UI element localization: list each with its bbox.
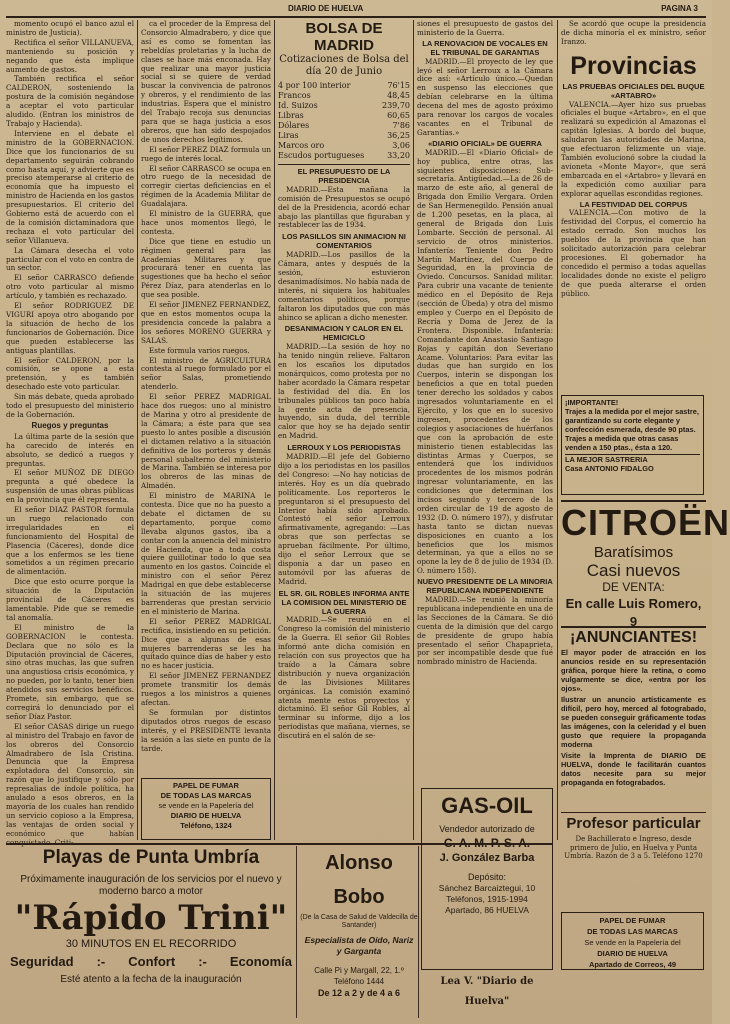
- gasoil-line: J. González Barba: [439, 852, 535, 864]
- headline: «DIARIO OFICIAL» DE GUERRA: [428, 138, 542, 148]
- article-paragraph: El señor DIAZ PASTOR formula un ruego relacionado con irregularidades en el funcionamiento del Hospital de Plasencia (Cáceres), donde dice que a los enfermos se les tiene sometidos a un régimen precario de alimentación.: [6, 505, 134, 577]
- article-paragraph: El ministro de la GOBERNACION le contesta. Declara que no sólo es la Diputación provincial de Cáceres, sino otras muchas, las que sufren una angustiosa crisis económica, y no pueden, por lo tanto, tener bien atendidos sus servicios benéficos. Promete, sin embargo, que se corregirá lo denunciado por el señor Díaz Pastor.: [6, 622, 134, 721]
- ad-line: DE TODAS LAS MARCAS: [587, 927, 678, 936]
- column-5: [561, 20, 706, 392]
- bolsa-value: 60,65: [387, 111, 410, 120]
- article-paragraph: También rectifica el señor CALDERON, sosteniendo la postura de la comisión negándose a aceptar el voto particular aludido. (Entran los ministros de Trabajo y Hacienda).: [6, 74, 134, 128]
- article-paragraph: La Cámara desecha el voto particular con el voto en contra de un sector.: [6, 245, 134, 273]
- bolsa-label: Dólares: [278, 121, 310, 130]
- profesor-ad: [561, 812, 706, 873]
- bolsa-row: [278, 121, 410, 131]
- ad-line: se vende en la Papelería del: [158, 801, 254, 810]
- bolsa-label: Libras: [278, 111, 304, 120]
- ad-line: DIARIO DE HUELVA: [170, 811, 242, 820]
- gasoil-line: Teléfonos, 1915-1994: [446, 894, 528, 904]
- doctor-name: Alonso Bobo: [325, 852, 393, 908]
- article-paragraph: El señor PEREZ DIAZ formula un ruego de interés local.: [141, 144, 271, 163]
- bolsa-value: 76'15: [387, 81, 410, 90]
- bolsa-row: [278, 81, 410, 91]
- gasoil-line: Depósito:: [467, 872, 507, 882]
- anunciantes-item: [561, 695, 706, 749]
- slogan-word: Confort: [128, 954, 176, 969]
- anunciantes-item: [561, 648, 706, 693]
- article-text: MADRID.—El jefe del Gobierno dijo a los periodistas en los pasillos del Congreso: —No hay noticias de interés. Hoy es un día quebrado políticamente. Los reporteros le preguntaron si el presupuesto del Interior había sido aprobado. Contestó el señor Lerroux afirmativamente, agregando: —Las obras que son perfectas se aprueban fácilmente. Por último, dijo el señor Lerroux que se disponía a dar un paseo en automóvil por las afueras de Madrid.: [278, 452, 410, 586]
- ad-line: Teléfono, 1324: [180, 821, 232, 830]
- article-paragraph: El señor CARRASCO se ocupa en otro ruego de la necesidad de corregir ciertas deficiencias en el régimen de la Academia Militar de Guadalajara.: [141, 163, 271, 209]
- bolsa-row: [278, 141, 410, 151]
- article-paragraph: El ministro de AGRICULTURA contesta al ruego formulado por el señor Salas, prometiendo atenderlo.: [141, 355, 271, 392]
- alonso-bobo-ad: [300, 846, 419, 1018]
- gasoil-line: Vendedor autorizado de: [439, 824, 535, 834]
- bolsa-label: Marcos oro: [278, 141, 325, 150]
- article-paragraph: El señor MUÑOZ DE DIEGO pregunta a qué obedece la suspensión de unas obras públicas en la provincia que él representa.: [6, 468, 134, 505]
- anunciantes-title: ¡ANUNCIANTES!: [569, 629, 698, 646]
- citroen-brand: CITROËN: [561, 502, 730, 543]
- headline: LA RENOVACION DE VOCALES EN EL TRIBUNAL DE GARANTIAS: [422, 38, 548, 57]
- article-text: MADRID.—El «Diario Oficial» de hoy publica, entre otras, las siguientes disposiciones: Sub-secretaría. Antigüedad.—La de 26 de marzo de este año, al general de Brigada don Emilio Vergara. Orden de San Hermenegildo. Pensión anual de 1.200 pesetas, en la placa, al general de Brigada don Luis Lombarte. Sección de personal. Al servicio de otros ministerios. Infantería: Teniente don Pedro Martín Martínez, del Cuerpo de Seguridad, en la provincia de Oviedo. Concursos. Sanidad militar. Para cubrir una vacante de teniente médico en el Depósito de Reja (sección de Úbeda) y otra del mismo empleo y Cuerpo en el Depósito de Recría y Doma de Jerez de la Frontera. Disponible. Infantería: Comandante don Anastasio Santiago Rojas y capitán don Severiano Acame. Voluntarios: Para evitar las dudas que han surgido en los Cuerpos, interin se dispongan los beneficios a que en total pueden tener derecho los soldados y cabos ingresados voluntariamente en el Ejército, y los que en lo sucesivo ingresen, procedentes de los colegios y asociaciones de huérfanos que con la aprobación de este ministerio tienen establecidas las distintas Armas y Cuerpos, se entenderá que los individuos procedentes de los mismos podrán ingresar voluntariamente, en las condiciones que determinan los incisos segundo y tercero de la orden circular de 19 de agosto de 1932 (D. O. número 197), y disfrutar hasta tanto se dictan nuevas disposiciones en cuanto a los beneficios que los mismos determinan, ya que a ellos no se opone la ley de 8 de julio de 1934 (D. O. número 158).: [417, 147, 553, 576]
- gasoil-line: Apartado, 86 HUELVA: [445, 905, 529, 915]
- article-text: MADRID.—La sesión de hoy no ha tenido ningún relieve. Faltaron en los escaños los diputados monárquicos, como protesta por no haber acordado la Cámara respetar la festividad del día. En los tribunales públicos tan poco había la gente acta de presencia, huyendo, sin duda, del terrible calor que hoy se ha dejado sentir en Madrid.: [278, 342, 410, 441]
- doctor-phone: Teléfono 1444: [333, 977, 385, 986]
- article-paragraph: ca el proceder de la Empresa del Consorcio Almadrabero, y dice que así es como se fomentan las rebeldías proletarias y la lucha de clases se hace más enconada. Hay que realizar una mayor justicia social si se quiere de verdad buscar la convivencia de patronos y obreros, y el rendimiento de las industrias. Espera que el ministro del Trabajo recoja sus denuncias para que se haga justicia a esos obreros, que han sido despojados de unos derechos legítimos.: [141, 19, 271, 144]
- bolsa-value: 7'86: [392, 121, 410, 130]
- playas-footer: Esté atento a la fecha de la inauguración: [60, 974, 242, 985]
- divider: [278, 164, 410, 165]
- article-paragraph: Interviene en el debate el ministro de la GOBERNACION. Dice que los funcionarios de su departamento seguirán cobrando como hasta aquí, y advierte que es preciso atemperarse al criterio de economía que ha impuesto el ministro de Hacienda en los gastos presupuestarios. El criterio del Gobierno está de acuerdo con el de la comisión dictaminadora que rechaza el voto particular del señor Villanueva.: [6, 128, 134, 245]
- profesor-body: De Bachillerato e Ingreso, desde primero de Julio, en Huelva y Punta Umbría. Razón de 3 a 5. Teléfono 1270: [564, 835, 703, 860]
- papel-fumar-ad-2: [561, 912, 704, 970]
- bolsa-label: Id. Suizos: [278, 101, 318, 110]
- bolsa-row: [278, 131, 410, 141]
- bolsa-row: [278, 111, 410, 121]
- ad-body: Trajes a la medida por el mejor sastre, garantizando su corte elegante y confección esmerada, desde 90 ptas.: [565, 407, 699, 434]
- papel-fumar-ad: [141, 778, 271, 840]
- bolsa-label: Francos: [278, 91, 311, 100]
- bolsa-label: Liras: [278, 131, 299, 140]
- ad-line: DIARIO DE HUELVA: [597, 949, 668, 958]
- headline: EL SR. GIL ROBLES INFORMA ANTE LA COMISION DEL MINISTERIO DE LA GUERRA: [278, 588, 410, 616]
- article-text: VALENCIA.—Ayer hizo sus pruebas oficiales el buque «Artabro», en el que realizará su expedición al Amazonas el capitán Iglesias. A bordo del buque, saludaron las autoridades de Marina, que efectuaron felizmente un viaje. También evolucionó sobre la ciudad la avioneta «Monte Mayor», que será embarcada en el «Artabro» y llevará en la expedición como auxiliar para explorar aquellas escondidas regiones.: [561, 99, 706, 198]
- article-paragraph: momento ocupó el banco azul el ministro de Justicia).: [6, 19, 134, 37]
- header-page-number: PAGINA 3: [661, 4, 698, 13]
- anunciantes-text: Ilustrar un anuncio artísticamente es difícil, pero hoy, merced al fotograbado, se pueden conseguir gráficamente todas las imágenes, con la celeridad y el buen gusto que requiere la propaganda moderna: [561, 695, 706, 749]
- bolsa-value: 36,25: [387, 131, 410, 140]
- bolsa-value: 3,06: [392, 141, 410, 150]
- bolsa-title: BOLSA DE MADRID: [305, 20, 383, 54]
- anunciantes-item: [561, 751, 706, 787]
- ad-line: Apartado de Correos, 49: [588, 960, 677, 969]
- anunciantes-list: [561, 648, 706, 787]
- anunciantes-text: Visite la Imprenta de DIARIO DE HUELVA, donde le facilitarán cuantos datos necesite para su mejor propaganda en fotograbados.: [561, 751, 706, 787]
- article-paragraph: El señor CARRASCO defiende otro voto particular al mismo artículo, y también es rechazado.: [6, 273, 134, 301]
- column-4: [417, 20, 553, 780]
- provincias-title: Provincias: [570, 51, 697, 80]
- profesor-title: Profesor particular: [566, 815, 701, 832]
- anunciantes-text: El mayor poder de atracción en los anuncios reside en su representación gráfica, porque hiere la retina, o como vulgarmente se dice, «entra por los ojos».: [561, 648, 706, 693]
- slogan-word: :-: [198, 954, 207, 969]
- article-paragraph: El señor JIMENEZ FERNANDEZ, que en estos momentos ocupa la presidencia concede la palabra a los señores MORENO GUERRA y SALAS.: [141, 300, 271, 345]
- doctor-hours: De 12 a 2 y de 4 a 6: [317, 988, 401, 998]
- column-3: [278, 20, 410, 840]
- playas-subtitle: Próximamente inauguración de los servicios por el nuevo y moderno barco a motor: [20, 874, 282, 897]
- gasoil-title: GAS-OIL: [441, 793, 533, 818]
- ad-body: Trajes a medida que otras casas venden a 150 ptas., ésta a 120.: [565, 434, 679, 452]
- doctor-specialty: y Garganta: [336, 946, 382, 956]
- slogan-word: Economía: [229, 954, 292, 969]
- column-2-text: [141, 20, 271, 753]
- doctor-specialty: Especialista de Oído, Nariz: [304, 935, 414, 945]
- bolsa-label: Escudos portugueses: [278, 151, 365, 160]
- doctor-subtitle: (De la Casa de Salud de Valdecilla de Santander): [300, 914, 418, 929]
- column-1: [6, 20, 134, 840]
- ad-owner: Casa ANTONIO FIDALGO: [565, 464, 654, 473]
- ad-line: PAPEL DE FUMAR: [599, 916, 666, 925]
- article-paragraph: Este formula varios ruegos.: [149, 345, 250, 355]
- header-masthead: DIARIO DE HUELVA: [288, 4, 364, 13]
- anunciantes-ad: [561, 628, 706, 808]
- playas-minutes: 30 MINUTOS EN EL RECORRIDO: [65, 938, 237, 950]
- slogan-word: Seguridad: [10, 954, 74, 969]
- article-paragraph: Rectifica el señor VILLANUEVA, manteniendo su posición y negando que ésta implique aumento de gastos.: [6, 37, 134, 74]
- ad-line: PAPEL DE FUMAR: [173, 781, 239, 790]
- article-text: MADRID.—Se reunió la minoría republicana independiente en una de las Secciones de la Cámara. Se dió cuenta de la dimisión que del cargo de presidente de grupo había presentado el señor Chapaprieta, por ser incompatible desde que fué nombrado ministro de Hacienda.: [417, 595, 553, 667]
- citroen-line: DE VENTA:: [602, 580, 665, 594]
- bolsa-row: [278, 101, 410, 111]
- column-1b-text: [6, 433, 134, 848]
- article-paragraph: Sin más debate, queda aprobado todo el presupuesto del ministerio de la Gobernación.: [6, 392, 134, 419]
- column-divider: [274, 20, 275, 840]
- article-text: VALENCIA.—Con motivo de la festividad del Corpus, el comercio ha estado cerrado. Son muchos los pueblos de la provincia que han solicitado autorización para celebrar procesiones. El gobernador ha concedido el permiso a todas aquellas localidades donde no existe el peligro de que pueda alterarse el orden público.: [561, 208, 706, 298]
- article-paragraph: El señor CALDERON, por la comisión, se opone a esta pretensión, y es también desechado este voto particular.: [6, 355, 134, 392]
- ad-line: DE TODAS LAS MARCAS: [160, 791, 252, 800]
- column-2: [141, 20, 271, 776]
- article-text: MADRID.—Se reunió en el Congreso la comisión del ministerio de la Guerra. El señor Gil Robles informó ante dicha comisión en relación con sus proyectos que ha traído a la Cámara sobre distribución y nueva organización de las Divisiones Militares orgánicas. La comisión examinó atenta mente estos proyectos y dictaminó. El señor Gil Robles, al terminar su informe, dijo a los periodistas que mañana, viernes, se discutirá en el salón de se-: [278, 615, 410, 741]
- citroen-line: Baratísimos: [593, 544, 674, 561]
- lea-diario-ad: Lea V. "Diario de Huelva": [440, 976, 534, 1007]
- page-header: [6, 2, 706, 18]
- article-paragraph: Se formulan por distintos diputados otros ruegos de escaso interés, y el PRESIDENTE levanta la sesión a las siete en punto de la tarde.: [141, 707, 271, 753]
- ruegos-heading: Ruegos y preguntas: [31, 420, 109, 430]
- article-text: MADRID.—Esta mañana la comisión de Presupuestos se ocupó del de la Presidencia, acordó echar abajo las plantillas que figuraban y restablecer las de 1934.: [278, 184, 410, 230]
- bolsa-subtitle: Cotizaciones de Bolsa del día 20 de Junio: [279, 54, 409, 77]
- ad-name: LA MEJOR SASTRERIA: [565, 454, 700, 464]
- column-1-text: [6, 20, 134, 420]
- sastreria-ad: [561, 395, 704, 495]
- slogan-word: :-: [96, 954, 106, 969]
- column-divider: [413, 20, 414, 840]
- citroen-ad: [561, 500, 730, 629]
- article-paragraph: Dice que esto ocurre porque la situación de la Diputación provincial de Cáceres es lamentable. Pide que se remedie tal anomalía.: [6, 577, 134, 622]
- playas-title: Playas de Punta Umbría: [42, 847, 260, 868]
- article-text: Se acordó que ocupe la presidencia de dicha minoría el ex ministro, señor Iranzo.: [561, 19, 706, 46]
- playas-slogan: [6, 951, 296, 973]
- bolsa-value: 33,20: [387, 151, 410, 160]
- headline: LA FESTIVIDAD DEL CORPUS: [579, 199, 688, 209]
- article-paragraph: El ministro de la GUERRA, que hace unos momentos llegó, le contesta.: [141, 209, 271, 236]
- article-paragraph: El señor PEREZ MADRIGAL rectifica, insistiendo en su petición. Dice que a algunas de esas mujeres barrenderas se les ha quitado quince días de haber y esto no es hacer justicia.: [141, 616, 271, 671]
- headline: LAS PRUEBAS OFICIALES DEL BUQUE «ARTABRO»: [562, 81, 705, 100]
- bolsa-row: [278, 151, 410, 161]
- headline: DESANIMACION Y CALOR EN EL HEMICICLO: [284, 324, 404, 343]
- article-paragraph: El ministro de MARINA le contesta. Dice que no ha puesto a debate el dictamen de su departamento, porque como llevaba algunos gastos, iba a contar con la anuencia del ministro de Hacienda, que a toda costa quiere guillotinar todo lo que sea aumento en los gastos. Coincide el ministro con el señor Pérez Madrigal en que debe establecerse la situación de las mujeres barrenderas que prestan servicio en el ministerio de Marina.: [141, 491, 271, 616]
- article-paragraph: El señor RODRIGUEZ DE VIGURI apoya otro abogando por la situación de hecho de los funcionarios de Gobernación. Dice que pueden establecerse las antiguas plantillas.: [6, 301, 134, 355]
- ad-line: Se vende en la Papelería del: [584, 938, 681, 947]
- article-paragraph: El señor JIMENEZ FERNANDEZ promete transmitir los demás ruegos a los ministros a quienes afectan.: [141, 671, 271, 707]
- article-paragraph: El señor PEREZ MADRIGAL hace dos ruegos: uno al ministro de Marina y otro al presidente de la Cámara; a éste para que sea puesto lo antes posible a discusión el dictamen relativo a la situación definitiva de los porteros y demás personal subalterno del ministerio de Marina. También se interesa por los obreros de las minas de Almadén.: [141, 392, 272, 491]
- column-divider: [557, 20, 558, 840]
- punta-umbria-ad: [6, 846, 297, 1018]
- gasoil-line: C. A. M. P. S. A.: [443, 836, 531, 850]
- article-text: siones el presupuesto de gastos del ministerio de la Guerra.: [417, 19, 553, 37]
- bolsa-table: [278, 81, 410, 161]
- boat-name: "Rápido Trini": [14, 898, 288, 938]
- headline: LERROUX Y LOS PERIODISTAS: [287, 443, 401, 453]
- article-text: MADRID.—El proyecto de ley que leyó el señor Lerroux a la Cámara dice así: «Artículo único.—Quedan en suspenso las elecciones que debían celebrarse en la última decena del mes de agosto próximo para renovar los cargos de vocales vacantes en el Tribunal de Garantías.»: [417, 56, 553, 137]
- article-paragraph: La última parte de la sesión que ha carecido de interés en absoluto, se dedicó a ruegos y preguntas.: [6, 431, 134, 468]
- gasoil-line: Sánchez Barcaiztegui, 10: [438, 883, 536, 893]
- ad-heading: ¡IMPORTANTE!: [565, 398, 619, 407]
- gas-oil-ad: [421, 788, 553, 970]
- citroen-address: En calle Luis Romero, 9: [565, 596, 702, 629]
- headline: NUEVO PRESIDENTE DE LA MINORIA REPUBLICANA INDEPENDIENTE: [417, 577, 553, 596]
- bolsa-row: [278, 91, 410, 101]
- bolsa-value: 239,70: [382, 101, 410, 110]
- bolsa-label: 4 por 100 interior: [278, 81, 351, 90]
- headline: LOS PASILLOS SIN ANIMACION NI COMENTARIOS: [282, 232, 406, 251]
- column-divider: [137, 20, 138, 840]
- bolsa-value: 48,45: [387, 91, 410, 100]
- article-paragraph: Dice que tiene en estudio un régimen general para las Academias Militares y que procurará tener en cuenta las sugestiones que ha hecho el señor Pérez Díaz, para atenderlas en lo que sea posible.: [141, 236, 271, 300]
- headline: EL PRESUPUESTO DE LA PRESIDENCIA: [297, 167, 391, 185]
- article-paragraph: El señor CASAS dirige un ruego al ministro del Trabajo en favor de los obreros del Consorcio Almadrabero de Isla Cristina. Denuncia que la Empresa explotadora del Consorcio, sin razón que lo justifique y sólo por represalias de índole política, ha anulado a esos obreros, en la mayoría de los cuales han rendido un servicio copioso a la Empresa, las ventajas de orden social y económico que habían: [6, 721, 134, 838]
- citroen-line: Casi nuevos: [586, 561, 681, 580]
- doctor-address: Calle Pi y Margall, 22, 1.º: [314, 966, 404, 975]
- article-text: MADRID.—Los pasillos de la Cámara, antes y después de la sesión, estuvieron desanimadísimos. No había nada de interés, ni siquiera los habituales comentarios políticos, porque faltaron los diputados que con más ahinco se aplican a dicho menester.: [278, 250, 410, 322]
